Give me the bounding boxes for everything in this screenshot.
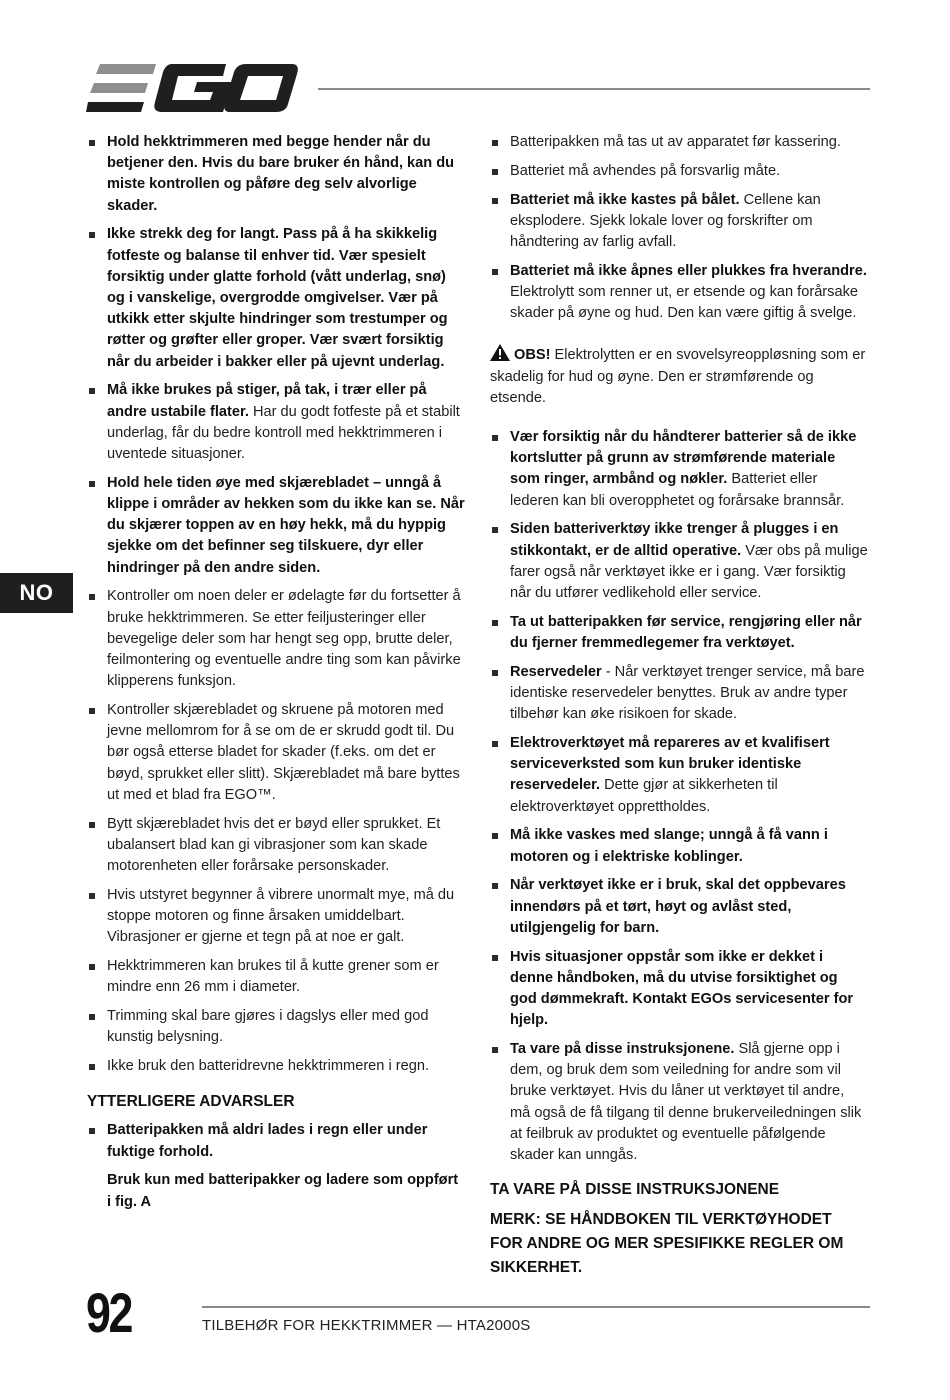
- footer-title: TILBEHØR FOR HEKKTRIMMER — HTA2000S: [202, 1317, 531, 1334]
- list-item: Batteripakken må aldri lades i regn eller under fuktige forhold.: [87, 1120, 465, 1162]
- list-item: Hekktrimmeren kan brukes til å kutte grener som er mindre enn 26 mm i diameter.: [87, 956, 465, 998]
- list-item: Batteripakken må tas ut av apparatet før kassering.: [490, 132, 868, 153]
- obs-label: OBS!: [514, 347, 551, 364]
- page-number: 92: [86, 1281, 132, 1344]
- list-item: Kontroller skjærebladet og skruene på motoren med jevne mellomrom for å se om de er skrudd godt til. Du bør også etterse bladet for skader (f.eks. om det er bøyd, sprukket eller slitt). Skjærebladet må bare byttes ut med et blad fra EGO™.: [87, 700, 465, 806]
- left-bullet-list: [87, 132, 465, 1077]
- list-item: Reservedeler - Når verktøyet trenger service, må bare identiske reservedeler benyttes. Bruk av andre typer tilbehør kan øke risikoen for skade.: [490, 662, 868, 726]
- list-item: Hold hele tiden øye med skjærebladet – unngå å klippe i områder av hekken som du ikke kan se. Når du skjærer toppen av en høy hekk, må du hyppig sjekke om det befinner seg tilskuere, dyr eller hindringer på den andre siden.: [87, 473, 465, 579]
- left-column: [87, 132, 465, 1213]
- language-tab: NO: [0, 573, 73, 613]
- right-bullet-list-top: [490, 132, 868, 324]
- list-item: Hvis utstyret begynner å vibrere unormalt mye, må du stoppe motoren og finne årsaken umiddelbart. Vibrasjoner er gjerne et tegn på at noe er galt.: [87, 885, 465, 949]
- list-item: Hvis situasjoner oppstår som ikke er dekket i denne håndboken, må du utvise forsiktighet og god dømmekraft. Kontakt EGOs servicesenter for hjelp.: [490, 947, 868, 1032]
- closing-note: MERK: SE HÅNDBOKEN TIL VERKTØYHODET FOR ANDRE OG MER SPESIFIKKE REGLER OM SIKKERHET.: [490, 1211, 844, 1277]
- warning-triangle-icon: [490, 344, 510, 361]
- obs-warning: [490, 344, 868, 409]
- list-item: Bytt skjærebladet hvis det er bøyd eller sprukket. Et ubalansert blad kan gi vibrasjoner som kan skade motorenheten eller forårsake personskader.: [87, 814, 465, 878]
- closing-heading: TA VARE PÅ DISSE INSTRUKSJONENE: [490, 1181, 780, 1199]
- list-item: Siden batteriverktøy ikke trenger å plugges i en stikkontakt, er de alltid operative. Vær obs på mulige farer også når verktøyet ikke er i gang. Vær forsiktig når du utfører vedlikehold eller service.: [490, 519, 868, 604]
- list-item: Ta ut batteripakken før service, rengjøring eller når du fjerner fremmedlegemer fra verktøyet.: [490, 612, 868, 654]
- list-item: Vær forsiktig når du håndterer batterier så de ikke kortslutter på grunn av strømførende materiale som ringer, armbånd og nøkler. Batteriet eller lederen kan bli overopphetet og forårsake brannsår.: [490, 427, 868, 512]
- obs-text: Elektrolytten er en svovelsyreoppløsning som er skadelig for hud og øyne. Den er strømførende og etsende.: [490, 347, 866, 406]
- list-item: Batteriet må avhendes på forsvarlig måte.: [490, 161, 868, 182]
- list-item: Elektroverktøyet må repareres av et kvalifisert serviceverksted som kun bruker identiske reservedeler. Dette gjør at sikkerheten til elektroverktøyet opprettholdes.: [490, 733, 868, 818]
- section-heading: YTTERLIGERE ADVARSLER: [87, 1093, 295, 1111]
- ego-logo: [86, 64, 298, 112]
- closing-notes: [490, 1178, 868, 1280]
- section-bullet-list: [87, 1120, 465, 1162]
- list-item: Trimming skal bare gjøres i dagslys eller med god kunstig belysning.: [87, 1006, 465, 1048]
- right-bullet-list-bottom: [490, 427, 868, 1166]
- right-column: [490, 132, 868, 1286]
- footer-rule: [202, 1306, 870, 1308]
- list-item: Må ikke brukes på stiger, på tak, i trær eller på andre ustabile flater. Har du godt fotfeste på et stabilt underlag, får du bedre kontroll med hekktrimmeren i uventede situasjoner.: [87, 380, 465, 465]
- list-item: Ikke strekk deg for langt. Pass på å ha skikkelig fotfeste og balanse til enhver tid. Vær spesielt forsiktig under glatte forhold (vått underlag, snø) og i vanskelige, overgrodde omgivelser. Vær på utkikk etter skjulte hindringer som trestumper og røtter og grøfter eller groper. Vær svært forsiktig når du arbeider i bakker eller på ujevnt underlag.: [87, 224, 465, 372]
- list-item: Ta vare på disse instruksjonene. Slå gjerne opp i dem, og bruk dem som veiledning for andre som vil bruke verktøyet. Hvis du låner ut verktøyet til andre, må også de få tilgang til denne brukerveiledningen slik at feilbruk av produktet og eventuelle påfølgende skader kan unngås.: [490, 1039, 868, 1166]
- list-item: Hold hekktrimmeren med begge hender når du betjener den. Hvis du bare bruker én hånd, kan du miste kontrollen og påføre deg selv alvorlige skader.: [87, 132, 465, 217]
- list-item: Batteriet må ikke kastes på bålet. Cellene kan eksplodere. Sjekk lokale lover og forskrifter om håndtering av farlig avfall.: [490, 190, 868, 254]
- section-note: Bruk kun med batteripakker og ladere som oppført i fig. A: [107, 1172, 459, 1210]
- list-item: Må ikke vaskes med slange; unngå å få vann i motoren og i elektriske koblinger.: [490, 825, 868, 867]
- list-item: Når verktøyet ikke er i bruk, skal det oppbevares innendørs på et tørt, høyt og avlåst sted, utilgjengelig for barn.: [490, 875, 868, 939]
- list-item: Batteriet må ikke åpnes eller plukkes fra hverandre. Elektrolytt som renner ut, er etsende og kan forårsake skader på øyne og hud. Den kan være giftig å svelge.: [490, 261, 868, 325]
- list-item: Kontroller om noen deler er ødelagte før du fortsetter å bruke hekktrimmeren. Se etter feiljusteringer eller bevegelige deler som har hengt seg opp, brutte deler, feilmontering og eventuelle andre ting som kan påvirke klipperens funksjon.: [87, 586, 465, 692]
- list-item: Ikke bruk den batteridrevne hekktrimmeren i regn.: [87, 1056, 465, 1077]
- header-rule: [318, 88, 870, 90]
